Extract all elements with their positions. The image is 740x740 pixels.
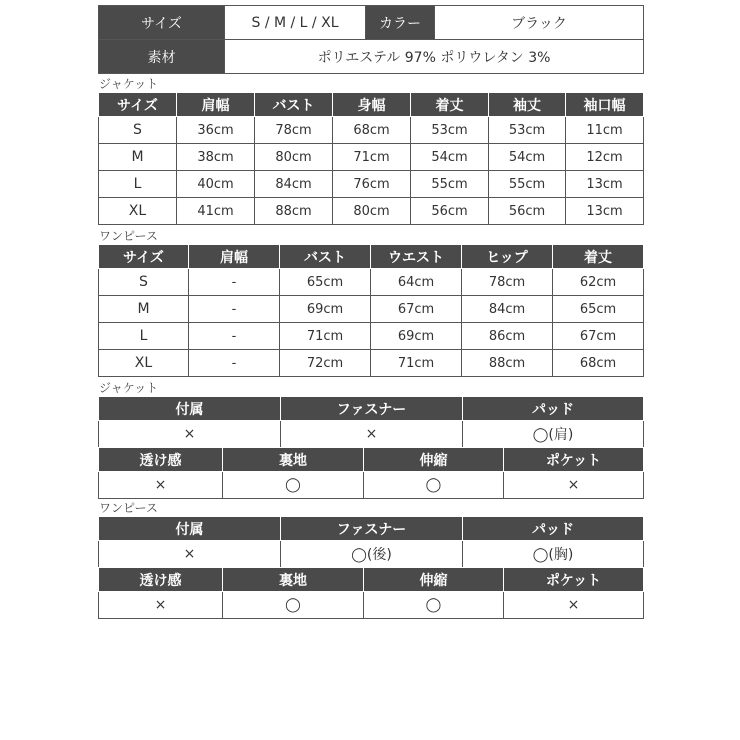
- jacket-size-cell: L: [99, 171, 177, 198]
- dress-size-header-cell: ウエスト: [371, 245, 462, 269]
- jacket-feature-header: ファスナー: [281, 397, 463, 421]
- jacket-feature-value: ◯: [223, 472, 364, 499]
- material-value: ポリエステル 97% ポリウレタン 3%: [225, 40, 644, 74]
- dress-size-cell: 88cm: [462, 350, 553, 377]
- dress-features-label: ワンピース: [99, 501, 158, 515]
- dress-size-header-cell: 肩幅: [189, 245, 280, 269]
- jacket-size-cell: 36cm: [177, 117, 255, 144]
- dress-size-cell: 71cm: [280, 323, 371, 350]
- jacket-size-cell: 88cm: [255, 198, 333, 225]
- jacket-size-label: ジャケット: [99, 77, 159, 91]
- jacket-size-cell: 80cm: [255, 144, 333, 171]
- jacket-size-cell: 54cm: [411, 144, 489, 171]
- jacket-features-label: ジャケット: [99, 381, 159, 395]
- dress-feature-header: 付属: [99, 517, 281, 541]
- jacket-size-cell: 53cm: [489, 117, 566, 144]
- dress-size-cell: -: [189, 350, 280, 377]
- jacket-size-cell: 56cm: [489, 198, 566, 225]
- jacket-size-cell: 55cm: [411, 171, 489, 198]
- dress-size-cell: 71cm: [371, 350, 462, 377]
- dress-size-cell: -: [189, 269, 280, 296]
- jacket-size-cell: 68cm: [333, 117, 411, 144]
- dress-feature-header: 伸縮: [364, 568, 504, 592]
- jacket-size-header-cell: サイズ: [99, 93, 177, 117]
- jacket-size-cell: S: [99, 117, 177, 144]
- dress-size-header-cell: ヒップ: [462, 245, 553, 269]
- jacket-feature-value: ×: [281, 421, 463, 448]
- jacket-size-header-cell: 袖口幅: [566, 93, 644, 117]
- dress-size-cell: 84cm: [462, 296, 553, 323]
- dress-size-cell: XL: [99, 350, 189, 377]
- dress-size-cell: 72cm: [280, 350, 371, 377]
- table-row: [99, 117, 644, 144]
- dress-size-cell: 67cm: [553, 323, 644, 350]
- table-row: [99, 144, 644, 171]
- dress-size-cell: 68cm: [553, 350, 644, 377]
- jacket-size-table: [98, 92, 644, 225]
- dress-features-table-2: [98, 567, 644, 619]
- dress-size-cell: 65cm: [553, 296, 644, 323]
- jacket-feature-value: ×: [504, 472, 644, 499]
- jacket-size-cell: 56cm: [411, 198, 489, 225]
- size-value: S / M / L / XL: [225, 6, 366, 40]
- dress-size-header-cell: バスト: [280, 245, 371, 269]
- jacket-size-cell: 40cm: [177, 171, 255, 198]
- dress-feature-value: ◯: [223, 592, 364, 619]
- jacket-size-cell: 12cm: [566, 144, 644, 171]
- jacket-feature-header: パッド: [463, 397, 644, 421]
- jacket-size-cell: 84cm: [255, 171, 333, 198]
- jacket-size-header-cell: バスト: [255, 93, 333, 117]
- dress-feature-value: ◯(胸): [463, 541, 644, 568]
- jacket-size-cell: 78cm: [255, 117, 333, 144]
- jacket-size-cell: 11cm: [566, 117, 644, 144]
- jacket-size-cell: 80cm: [333, 198, 411, 225]
- jacket-feature-header: 裏地: [223, 448, 364, 472]
- jacket-size-cell: 71cm: [333, 144, 411, 171]
- jacket-features-table-1: [98, 396, 644, 448]
- jacket-size-header-cell: 身幅: [333, 93, 411, 117]
- jacket-size-header-cell: 肩幅: [177, 93, 255, 117]
- dress-size-header-cell: 着丈: [553, 245, 644, 269]
- dress-size-cell: 65cm: [280, 269, 371, 296]
- jacket-size-cell: 55cm: [489, 171, 566, 198]
- dress-size-label: ワンピース: [99, 229, 158, 243]
- jacket-feature-value: ◯: [364, 472, 504, 499]
- dress-feature-header: 裏地: [223, 568, 364, 592]
- dress-size-cell: L: [99, 323, 189, 350]
- table-row: [99, 171, 644, 198]
- material-label: 素材: [99, 40, 225, 74]
- jacket-feature-header: 伸縮: [364, 448, 504, 472]
- dress-size-cell: -: [189, 323, 280, 350]
- dress-feature-header: 透け感: [99, 568, 223, 592]
- table-row: [99, 269, 644, 296]
- dress-size-cell: 69cm: [280, 296, 371, 323]
- dress-size-cell: 78cm: [462, 269, 553, 296]
- jacket-size-cell: 13cm: [566, 198, 644, 225]
- jacket-size-cell: M: [99, 144, 177, 171]
- jacket-feature-header: 透け感: [99, 448, 223, 472]
- dress-size-cell: M: [99, 296, 189, 323]
- dress-feature-value: ◯: [364, 592, 504, 619]
- jacket-feature-header: 付属: [99, 397, 281, 421]
- jacket-feature-value: ×: [99, 421, 281, 448]
- jacket-size-header-cell: 着丈: [411, 93, 489, 117]
- dress-size-cell: -: [189, 296, 280, 323]
- jacket-size-cell: 76cm: [333, 171, 411, 198]
- dress-features-table-1: [98, 516, 644, 568]
- jacket-size-cell: 38cm: [177, 144, 255, 171]
- jacket-size-cell: 41cm: [177, 198, 255, 225]
- dress-size-cell: S: [99, 269, 189, 296]
- jacket-feature-value: ◯(肩): [463, 421, 644, 448]
- jacket-size-cell: XL: [99, 198, 177, 225]
- dress-size-cell: 64cm: [371, 269, 462, 296]
- table-row: [99, 296, 644, 323]
- color-value: ブラック: [435, 6, 644, 40]
- table-row: [99, 350, 644, 377]
- dress-feature-value: ×: [504, 592, 644, 619]
- dress-feature-header: パッド: [463, 517, 644, 541]
- color-label: カラー: [366, 6, 435, 40]
- dress-feature-header: ファスナー: [281, 517, 463, 541]
- dress-size-header-cell: サイズ: [99, 245, 189, 269]
- dress-size-cell: 86cm: [462, 323, 553, 350]
- dress-feature-value: ×: [99, 592, 223, 619]
- size-label: サイズ: [99, 6, 225, 40]
- jacket-size-header-cell: 袖丈: [489, 93, 566, 117]
- jacket-size-cell: 53cm: [411, 117, 489, 144]
- table-row: [99, 198, 644, 225]
- dress-feature-value: ◯(後): [281, 541, 463, 568]
- jacket-size-cell: 54cm: [489, 144, 566, 171]
- dress-feature-header: ポケット: [504, 568, 644, 592]
- jacket-features-table-2: [98, 447, 644, 499]
- product-info-table: [98, 5, 644, 74]
- jacket-feature-value: ×: [99, 472, 223, 499]
- dress-size-cell: 67cm: [371, 296, 462, 323]
- dress-size-cell: 69cm: [371, 323, 462, 350]
- dress-size-cell: 62cm: [553, 269, 644, 296]
- jacket-feature-header: ポケット: [504, 448, 644, 472]
- jacket-size-cell: 13cm: [566, 171, 644, 198]
- dress-size-table: [98, 244, 644, 377]
- table-row: [99, 323, 644, 350]
- dress-feature-value: ×: [99, 541, 281, 568]
